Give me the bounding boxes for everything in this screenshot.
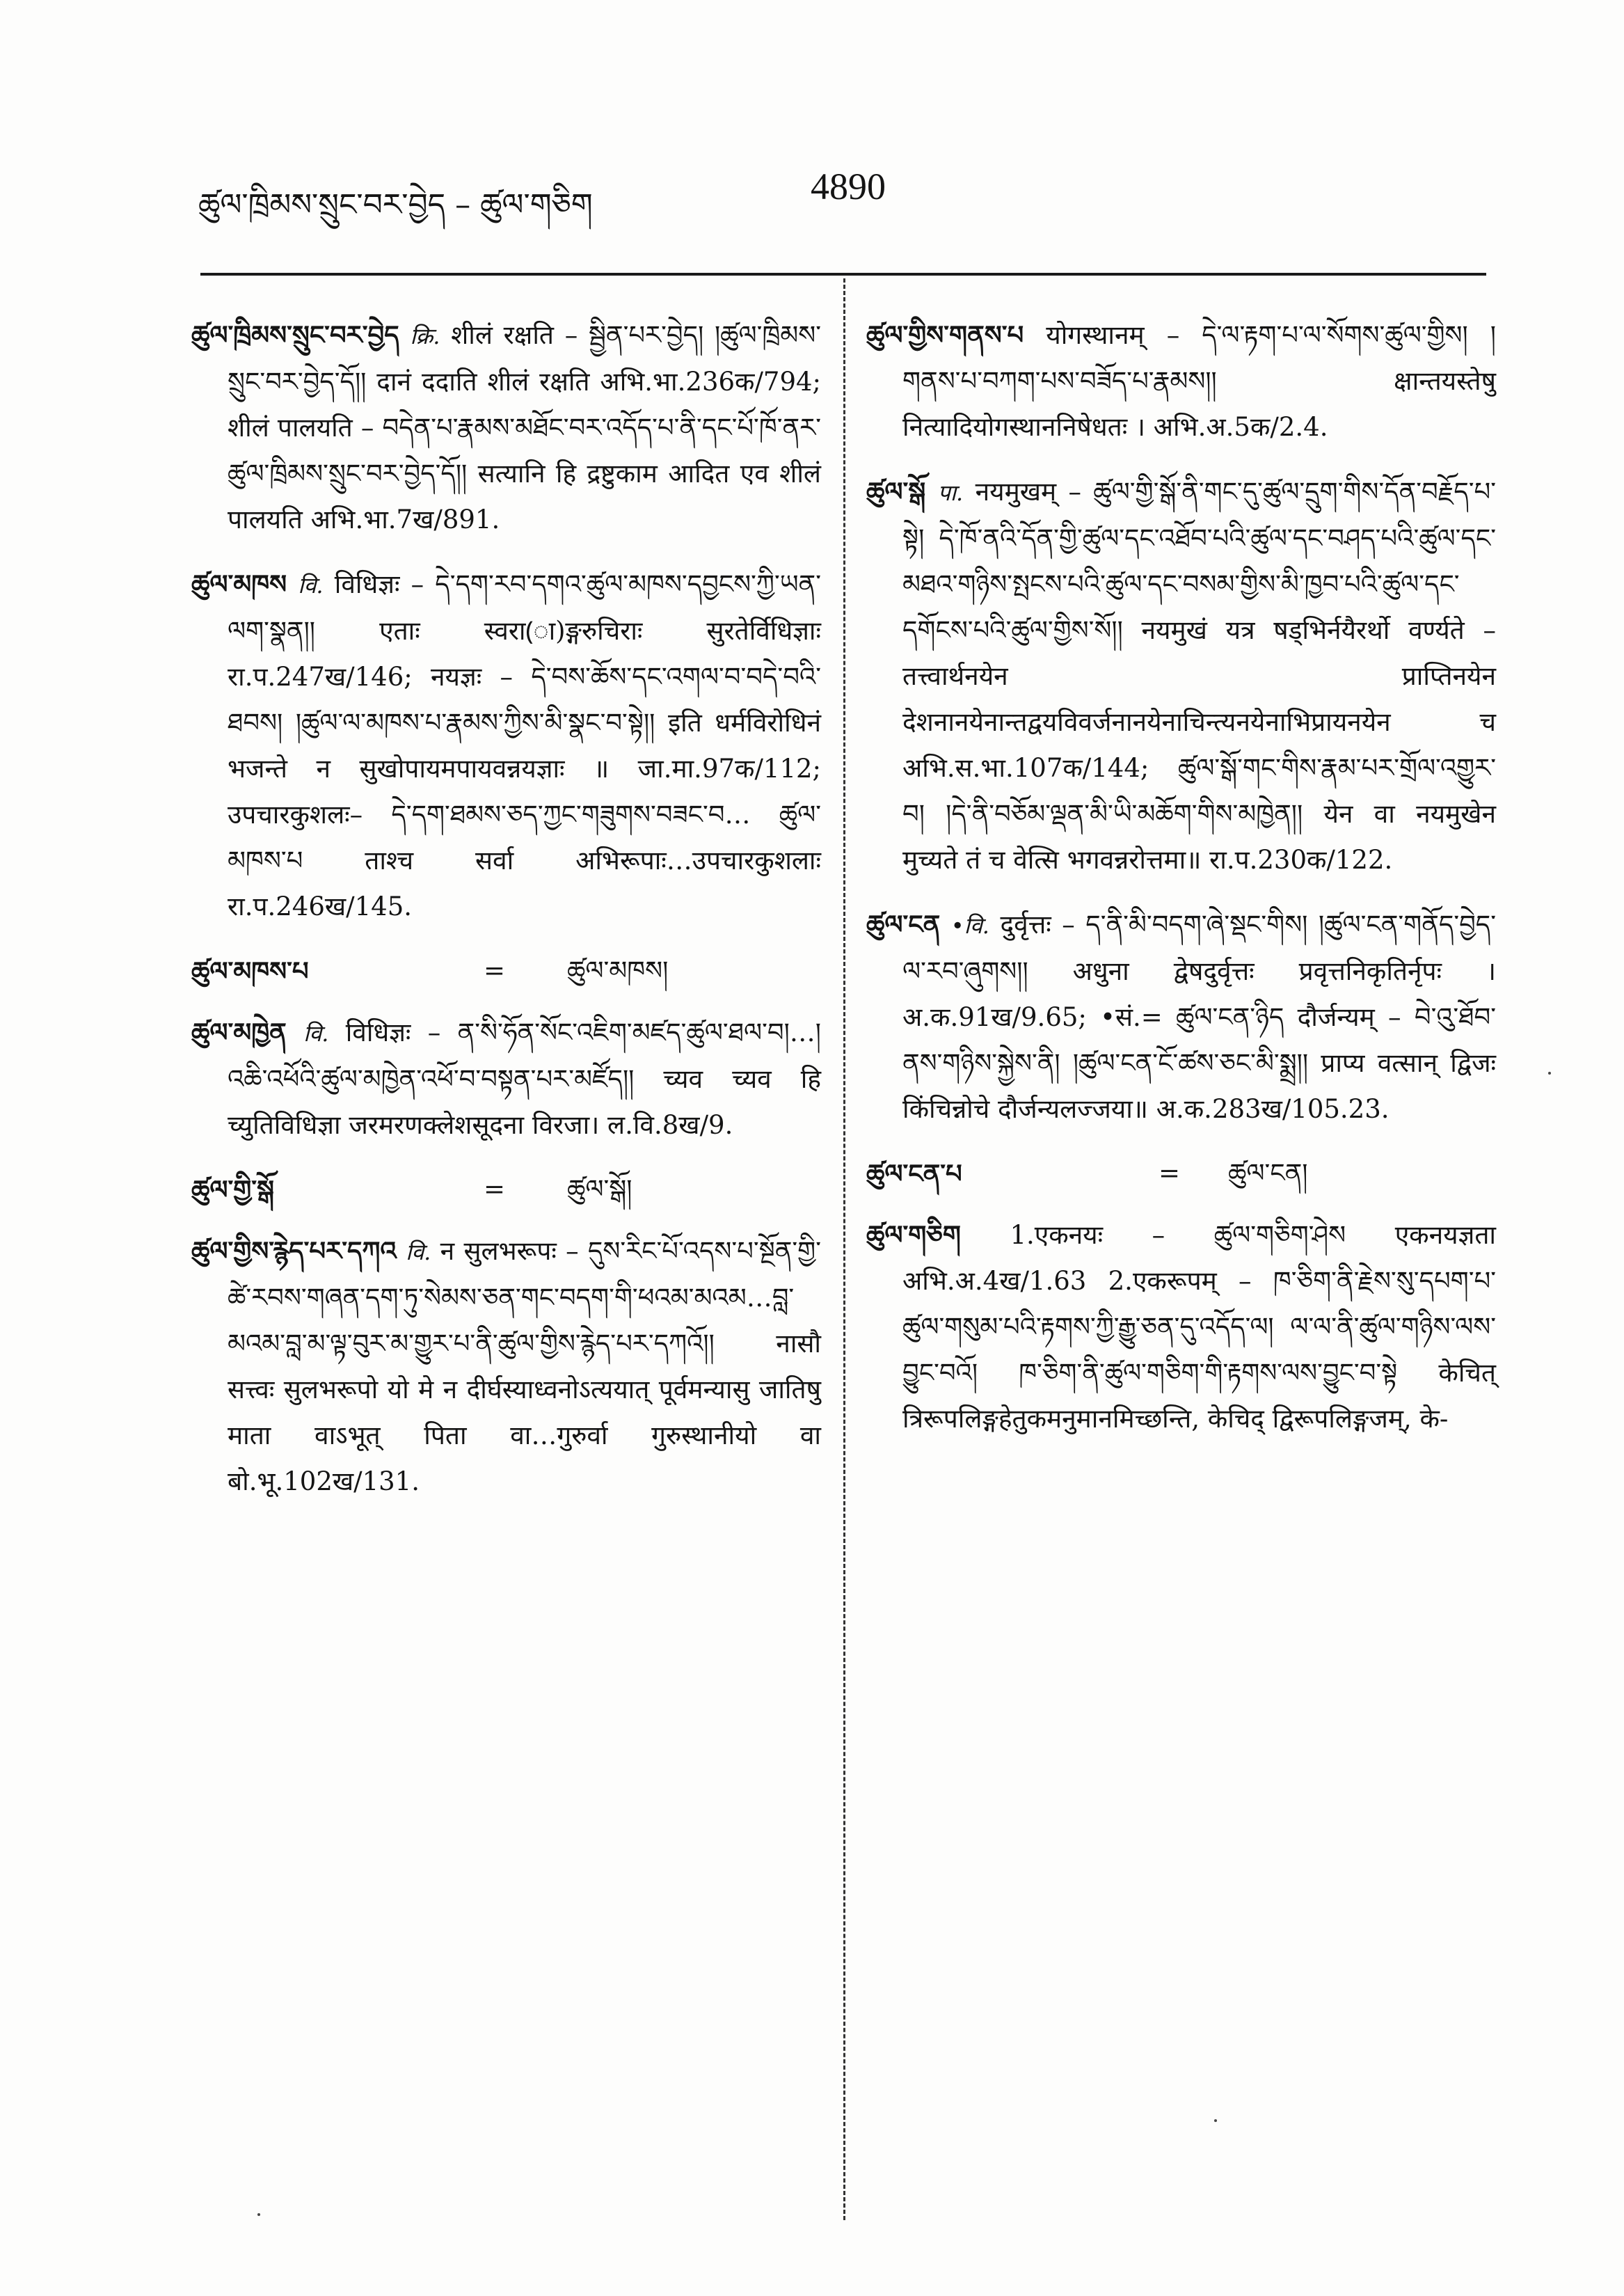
grammar-label: क्रि. xyxy=(410,323,440,349)
grammar-label: वि. xyxy=(298,572,324,599)
dictionary-entry xyxy=(866,901,1496,1132)
entry-body: न सुलभरूपः – དུས་རིང་པོ་འདས་པ་སྔོན་གྱི་ཚེ་རབས་གཞན་དག་ཏུ་སེམས་ཅན་གང་བདག་གི་ཕའམ་མའམ…བླ་མའམ་བླ་མ་ལྟ་བུར་མ་གྱུར་པ་ནི་ཚུལ་གྱིས་རྙེད་པར་དཀའོ།། नासौ सत्त्वः सुलभरूपो यो मे न दीर्घस्याध्वनोऽत्ययात् पूर्वमन्यासु जातिषु माता वाऽभूत् पिता वा…गुरुर्वा गुरुस्थानीयो वा बो.भू.102ख/131. xyxy=(228,1236,822,1496)
left-column xyxy=(191,312,821,1523)
dictionary-entry xyxy=(191,1009,821,1148)
dictionary-entry xyxy=(191,1228,821,1505)
dictionary-entry xyxy=(191,561,821,930)
entry-headword: ཚུལ་ཁྲིམས་སྲུང་བར་བྱེད xyxy=(191,319,399,350)
scan-speck xyxy=(1214,2119,1217,2122)
xref-target: ཚུལ་ངན། xyxy=(1228,1158,1308,1188)
grammar-label: •वि. xyxy=(950,912,989,939)
entry-headword: ཚུལ་གཅིག xyxy=(866,1219,961,1250)
scan-speck xyxy=(1548,1072,1551,1075)
entry-headword: ཚུལ་གྱིས་རྙེད་པར་དཀའ xyxy=(191,1235,397,1266)
xref-target: ཚུལ་མཁས། xyxy=(567,956,669,985)
equals-sign: = xyxy=(1159,1158,1181,1188)
entry-body: नयमुखम् – ཚུལ་གྱི་སྒོ་ནི་གང་དུ་ཚུལ་དྲུག་གིས་དོན་བརྗོད་པ་སྟེ། དེ་ཁོ་ནའི་དོན་གྱི་ཚུལ་དང་འཐོབ་པའི་ཚུལ་དང་བཤད་པའི་ཚུལ་དང་མཐའ་གཉིས་སྤངས་པའི་ཚུལ་དང་བསམ་གྱིས་མི་ཁྱབ་པའི་ཚུལ་དང་དགོངས་པའི་ཚུལ་གྱིས་སོ།། नयमुखं यत्र षड्भिर्नयैरर्थो वर्ण्यते –तत्त्वार्थनयेन प्राप्तिनयेन देशनानयेनान्तद्वयविवर्जनानयेनाचिन्त्यनयेनाभिप्रायनयेन च अभि.स.भा.107क/144; ཚུལ་སྒོ་གང་གིས་རྣམ་པར་གྲོལ་འགྱུར་བ། །དེ་ནི་བཅོམ་ལྡན་མི་ཡི་མཆོག་གིས་མཁྱེན།། येन वा नयमुखेन मुच्यते तं च वेत्सि भगवन्नरोत्तमा॥ रा.प.230क/122. xyxy=(902,477,1497,875)
entry-headword: ཚུལ་ངན xyxy=(866,909,941,940)
xref-headword: ཚུལ་མཁས་པ xyxy=(191,956,309,986)
equals-sign: = xyxy=(484,1174,506,1204)
entry-headword: ཚུལ་གྱིས་གནས་པ xyxy=(866,319,1024,350)
entry-body: दुर्वृत्तः – ད་ནི་མི་བདག་ཞེ་སྡང་གིས། །ཚུལ་ངན་གནོད་བྱེད་ལ་རབ་ཞུགས།། अधुना द्वेषदुर्वृत्तः प्रवृत्तनिकृतिर्नृपः । अ.क.91ख/9.65; •सं.= ཚུལ་ངན་ཉིད दौर्जन्यम् – བེ་འུ་ཐོབ་ནས་གཉིས་སྐྱེས་ནི། །ཚུལ་ངན་ངོ་ཚས་ཅང་མི་སྨྲ།། प्राप्य वत्सान् द्विजः किंचिन्नोचे दौर्जन्यलज्जया॥ अ.क.283ख/105.23. xyxy=(902,910,1497,1124)
entry-body: विधिज्ञः – དེ་དག་རབ་དགའ་ཚུལ་མཁས་དབྱངས་ཀྱི་ཡན་ལག་སྣན།། एताः स्वरा(ा)ङ्गरुचिराः सुरतेर्विधिज्ञाः रा.प.247ख/146; नयज्ञः – དེ་བས་ཆོས་དང་འགལ་བ་བདེ་བའི་ཐབས། །ཚུལ་ལ་མཁས་པ་རྣམས་ཀྱིས་མི་སྣང་བ་སྟེ།། इति धर्मविरोधिनं भजन्ते न सुखोपायमपायवन्नयज्ञाः ॥ जा.मा.97क/112; उपचारकुशलः– དེ་དག་ཐམས་ཅད་ཀྱང་གཟུགས་བཟང་བ… ཚུལ་མཁས་པ ताश्च सर्वा अभिरूपाः…उपचारकुशलाः रा.प.246ख/145. xyxy=(228,569,821,921)
entry-body: योगस्थानम् – དེ་ལ་རྟག་པ་ལ་སོགས་ཚུལ་གྱིས། །གནས་པ་བཀག་པས་བཟོད་པ་རྣམས།། क्षान्तयस्तेषु नित्यादियोगस्थाननिषेधतः । अभि.अ.5क/2.4. xyxy=(902,320,1496,442)
page-number: 4890 xyxy=(811,166,886,207)
xref-headword: ཚུལ་གྱི་སྒོ xyxy=(191,1174,275,1205)
equals-sign: = xyxy=(484,956,506,985)
grammar-label: वि. xyxy=(406,1239,431,1265)
grammar-label: वि. xyxy=(303,1020,329,1047)
entry-body: 1.एकनयः – ཚུལ་གཅིག་ཤེས एकनयज्ञता अभि.अ.4ख/1.63 2.एकरूपम् – ཁ་ཅིག་ནི་རྗེས་སུ་དཔག་པ་ཚུལ་གསུམ་པའི་རྟགས་ཀྱི་རྒྱུ་ཅན་དུ་འདོད་ལ། ལ་ལ་ནི་ཚུལ་གཉིས་ལས་བྱུང་བའོ། ཁ་ཅིག་ནི་ཚུལ་གཅིག་གི་རྟགས་ལས་བྱུང་བ་སྟེ केचित् त्रिरूपलिङ्गहेतुकमनुमानमिच्छन्ति, केचिद् द्विरूपलिङ्गजम्, के- xyxy=(902,1220,1496,1434)
dictionary-entry xyxy=(866,468,1496,883)
xref-headword: ཚུལ་ངན་པ xyxy=(866,1158,962,1189)
dictionary-entry xyxy=(866,1212,1496,1442)
xref-target: ཚུལ་སྒོ། xyxy=(567,1174,632,1204)
cross-reference xyxy=(191,948,821,994)
entry-body: विधिज्ञः – ན་སི་ཧོན་སོང་འཇིག་མཛད་ཚུལ་ཐལ་བ།…།འཆི་འཕོའི་ཚུལ་མཁྱེན་འཕོ་བ་བསྟན་པར་མཛོད།། च्यव च्यव हि च्युतिविधिज्ञा जरमरणक्लेशसूदना विरजा। ल.वि.8ख/9. xyxy=(228,1018,822,1140)
dictionary-entry xyxy=(191,312,821,543)
cross-reference xyxy=(191,1166,821,1212)
entry-headword: ཚུལ་སྒོ xyxy=(866,476,926,507)
grammar-label: पा. xyxy=(937,480,964,506)
entry-body: शीलं रक्षति – སྦྱིན་པར་བྱེད། །ཚུལ་ཁྲིམས་སྲུང་བར་བྱེད་དོ།། दानं ददाति शीलं रक्षति अभि.भा.236क/794; शीलं पालयति – བདེན་པ་རྣམས་མཐོང་བར་འདོད་པ་ནི་དང་པོ་ཁོ་ནར་ཚུལ་ཁྲིམས་སྲུང་བར་བྱེད་དོ།། सत्यानि हि द्रष्टुकाम आदित एव शीलं पालयति अभि.भा.7ख/891. xyxy=(228,320,822,535)
entry-headword: ཚུལ་མཁྱེན xyxy=(191,1017,287,1047)
dictionary-entry xyxy=(866,312,1496,450)
running-head: ཚུལ་ཁྲིམས་སྲུང་བར་བྱེད – ཚུལ་གཅིག xyxy=(198,187,593,223)
right-column xyxy=(866,312,1496,1460)
entry-headword: ཚུལ་མཁས xyxy=(191,569,287,599)
column-divider xyxy=(843,278,845,2220)
header-rule xyxy=(200,273,1486,276)
scan-speck xyxy=(257,2213,260,2216)
page-header xyxy=(198,166,1486,226)
cross-reference xyxy=(866,1150,1496,1196)
